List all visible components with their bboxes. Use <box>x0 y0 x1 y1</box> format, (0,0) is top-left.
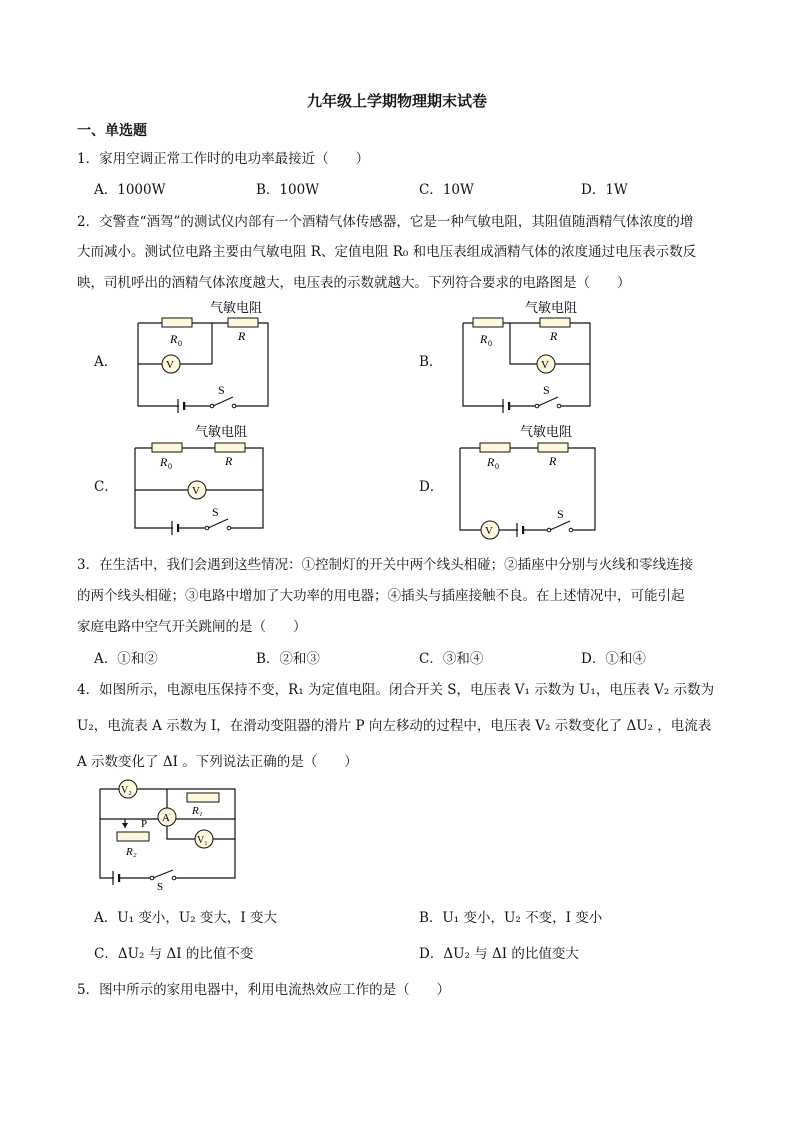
switch <box>535 397 561 411</box>
svg-text:S: S <box>218 383 225 397</box>
svg-text:R: R <box>238 329 246 343</box>
switch <box>210 397 236 411</box>
svg-text:R: R <box>480 332 488 346</box>
svg-text:0: 0 <box>168 462 172 471</box>
sensor-label: 气敏电阻 <box>210 301 263 316</box>
svg-text:S: S <box>557 507 564 521</box>
svg-text:R₂: R₂ <box>126 846 137 858</box>
q2-option-c-label: C． <box>94 479 118 495</box>
q3-option-d: D．①和④ <box>581 651 646 667</box>
q3-stem-line-2: 的两个线头相碰；③电路中增加了大功率的用电器；④插头与插座接触不良。在上述情况中，可能引起 <box>77 588 685 604</box>
q1-option-c: C．10W <box>419 182 474 198</box>
slider-p <box>122 823 128 828</box>
q1-option-b: B．100W <box>256 182 320 198</box>
q4-option-d: D．ΔU₂ 与 ΔI 的比值变大 <box>419 946 579 962</box>
r-resistor <box>540 318 570 327</box>
q4-circuit <box>95 777 245 892</box>
r0-resistor <box>473 318 503 327</box>
q2-stem-line-2: 大而减小。测试位电路主要由气敏电阻 R、定值电阻 R₀ 和电压表组成酒精气体的浓度通过电压表示数反 <box>77 244 697 260</box>
section-heading: 一、单选题 <box>77 123 147 139</box>
svg-text:R: R <box>549 454 557 468</box>
q4-option-b: B．U₁ 变小，U₂ 不变，I 变小 <box>419 910 603 926</box>
switch <box>205 519 231 533</box>
r0-resistor <box>162 318 192 327</box>
sensor-label: 气敏电阻 <box>520 425 573 440</box>
q4-stem-line-3: A 示数变化了 ΔI 。下列说法正确的是（ ） <box>77 754 358 770</box>
q3-option-b: B．②和③ <box>256 651 320 667</box>
svg-text:R: R <box>550 329 558 343</box>
q2-option-a-label: A． <box>94 354 118 370</box>
q3-option-a: A．①和② <box>94 651 158 667</box>
sensor-label: 气敏电阻 <box>195 425 248 440</box>
svg-text:0: 0 <box>178 339 182 348</box>
svg-text:R: R <box>170 332 178 346</box>
q2-circuit-a <box>130 296 280 414</box>
q2-circuit-b <box>455 296 605 414</box>
svg-text:V: V <box>485 525 493 537</box>
svg-text:0: 0 <box>495 462 499 471</box>
svg-text:R: R <box>160 455 168 469</box>
q2-option-b-label: B． <box>419 354 443 370</box>
q4-option-a: A．U₁ 变小，U₂ 变大，I 变大 <box>94 910 278 926</box>
svg-text:P: P <box>141 818 148 830</box>
q4-stem-line-1: 4．如图所示，电源电压保持不变，R₁ 为定值电阻。闭合开关 S，电压表 V₁ 示数为 U₁，电压表 V₂ 示数为 <box>77 682 715 698</box>
svg-text:V: V <box>541 359 549 371</box>
sensor-label: 气敏电阻 <box>525 301 578 316</box>
q1-option-a: A．1000W <box>94 182 166 198</box>
q3-stem-line-1: 3．在生活中，我们会遇到这些情况：①控制灯的开关中两个线头相碰；②插座中分别与火线和零线连接 <box>77 557 694 573</box>
q1-stem: 1．家用空调正常工作时的电功率最接近（ ） <box>77 151 370 167</box>
r0-resistor <box>480 443 510 452</box>
svg-text:V₂: V₂ <box>121 785 132 796</box>
svg-text:S: S <box>157 881 164 892</box>
svg-text:0: 0 <box>488 339 492 348</box>
r-resistor <box>228 318 258 327</box>
r1-resistor <box>187 793 219 802</box>
svg-text:A: A <box>162 812 170 824</box>
q3-stem-line-3: 家庭电路中空气开关跳闸的是（ ） <box>77 619 307 635</box>
q5-stem: 5．图中所示的家用电器中，利用电流热效应工作的是（ ） <box>77 982 451 998</box>
r0-resistor <box>152 443 182 452</box>
svg-text:R₁: R₁ <box>192 805 203 817</box>
page-title: 九年级上学期物理期末试卷 <box>306 92 487 110</box>
q2-stem-line-1: 2．交警查“酒驾”的测试仪内部有一个酒精气体传感器，它是一种气敏电阻，其阻值随酒精气体浓度的增 <box>77 214 694 230</box>
r2-rheostat <box>117 832 149 841</box>
svg-text:V: V <box>192 485 200 497</box>
r-resistor <box>215 443 245 452</box>
q2-circuit-c <box>130 420 275 535</box>
switch <box>547 521 573 535</box>
svg-text:S: S <box>212 505 219 519</box>
svg-text:R: R <box>225 454 233 468</box>
svg-text:R: R <box>487 455 495 469</box>
q2-option-d-label: D． <box>419 479 444 495</box>
q4-option-c: C．ΔU₂ 与 ΔI 的比值不变 <box>94 946 254 962</box>
q3-option-c: C．③和④ <box>419 651 484 667</box>
q2-circuit-d <box>455 420 605 540</box>
svg-text:S: S <box>543 383 550 397</box>
q1-option-d: D．1W <box>581 182 628 198</box>
r-resistor <box>538 443 568 452</box>
q4-stem-line-2: U₂，电流表 A 示数为 I，在滑动变阻器的滑片 P 向左移动的过程中，电压表 V₂ 示数变化了 ΔU₂ ，电流表 <box>77 718 712 734</box>
q2-stem-line-3: 映，司机呼出的酒精气体浓度越大，电压表的示数就越大。下列符合要求的电路图是（ ） <box>77 275 631 291</box>
svg-text:V₁: V₁ <box>197 835 208 846</box>
svg-text:V: V <box>166 359 174 371</box>
